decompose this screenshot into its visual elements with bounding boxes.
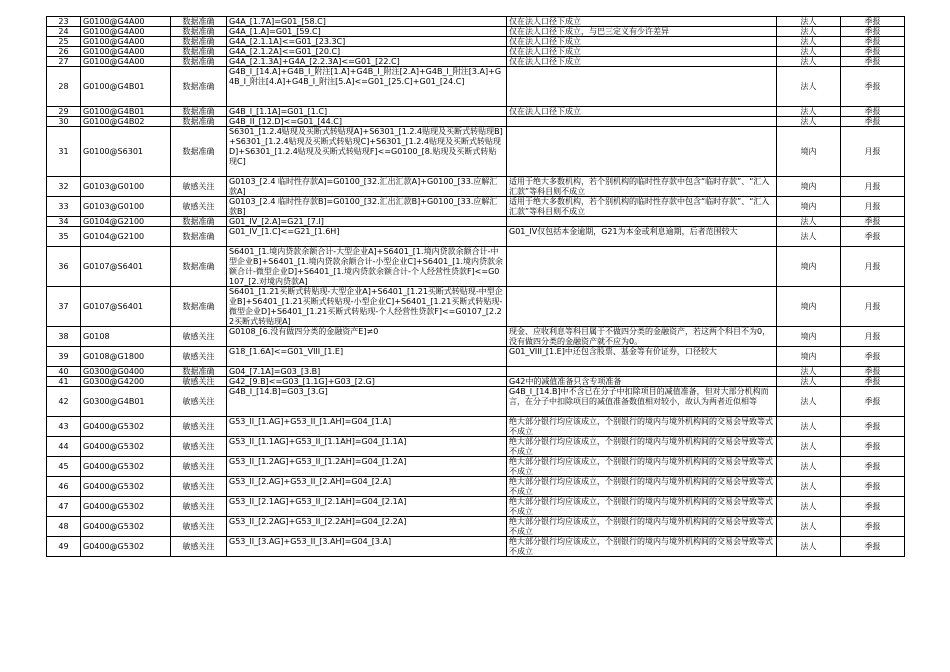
check-code-cell: G0103@G0100 <box>81 197 171 217</box>
check-type-cell: 敏感关注 <box>171 517 227 537</box>
check-code-cell: G0400@G5302 <box>81 497 171 517</box>
table-row <box>47 17 905 27</box>
note-cell: G42中的减值准备只含专项准备 <box>507 377 777 387</box>
row-number-cell: 34 <box>47 217 81 227</box>
note-cell: G01_VIII_[1.E]中还包含股票、基金等有价证券，口径较大 <box>507 347 777 367</box>
frequency-cell: 季报 <box>841 497 905 517</box>
note-cell: 现金、应收利息等科目属于不做四分类的金融资产，若这两个科目不为0，没有做四分类的金融资产就不应为0。 <box>507 327 777 347</box>
formula-cell: G4B_I_[14.B]=G03_[3.G] <box>227 387 507 417</box>
frequency-cell: 季报 <box>841 437 905 457</box>
note-cell: 绝大部分银行均应该成立，个别银行的境内与境外机构间的交易会导致等式不成立 <box>507 437 777 457</box>
note-cell: 绝大部分银行均应该成立，个别银行的境内与境外机构间的交易会导致等式不成立 <box>507 537 777 557</box>
check-type-cell: 数据准确 <box>171 107 227 117</box>
scope-cell: 境内 <box>777 247 841 287</box>
scope-cell: 法人 <box>777 457 841 477</box>
formula-cell: G53_II_[1.2AG]+G53_II_[1.2AH]=G04_[1.2A] <box>227 457 507 477</box>
table-row <box>47 27 905 37</box>
row-number-cell: 49 <box>47 537 81 557</box>
scope-cell: 法人 <box>777 107 841 117</box>
note-cell: 绝大部分银行均应该成立，个别银行的境内与境外机构间的交易会导致等式不成立 <box>507 517 777 537</box>
scope-cell: 境内 <box>777 197 841 217</box>
note-cell: 仅在法人口径下成立 <box>507 37 777 47</box>
scope-cell: 境内 <box>777 347 841 367</box>
table-body <box>47 17 905 557</box>
frequency-cell: 季报 <box>841 57 905 67</box>
check-type-cell: 敏感关注 <box>171 477 227 497</box>
row-number-cell: 35 <box>47 227 81 247</box>
formula-cell: G4B_I_[14.A]+G4B_I_附注[1.A]+G4B_I_附注[2.A]+G4B_I_附注[3.A]+G4B_I_附注[4.A]+G4B_I_附注[5.A]<=G01_[25.C]+G01_[24.C] <box>227 67 507 107</box>
check-type-cell: 数据准确 <box>171 67 227 107</box>
formula-cell: G53_II_[2.AG]+G53_II_[2.AH]=G04_[2.A] <box>227 477 507 497</box>
check-type-cell: 数据准确 <box>171 17 227 27</box>
check-code-cell: G0300@G4B01 <box>81 387 171 417</box>
note-cell: 仅在法人口径下成立 <box>507 57 777 67</box>
check-code-cell: G0100@S6301 <box>81 127 171 177</box>
table-row <box>47 477 905 497</box>
check-type-cell: 敏感关注 <box>171 497 227 517</box>
table-row <box>47 57 905 67</box>
table-row <box>47 287 905 327</box>
frequency-cell: 季报 <box>841 537 905 557</box>
scope-cell: 境内 <box>777 127 841 177</box>
note-cell: 绝大部分银行均应该成立，个别银行的境内与境外机构间的交易会导致等式不成立 <box>507 457 777 477</box>
scope-cell: 法人 <box>777 217 841 227</box>
table-row <box>47 497 905 517</box>
row-number-cell: 32 <box>47 177 81 197</box>
check-code-cell: G0300@G0400 <box>81 367 171 377</box>
row-number-cell: 43 <box>47 417 81 437</box>
frequency-cell: 季报 <box>841 417 905 437</box>
scope-cell: 境内 <box>777 327 841 347</box>
table-row <box>47 457 905 477</box>
check-type-cell: 数据准确 <box>171 117 227 127</box>
scope-cell: 法人 <box>777 497 841 517</box>
formula-cell: G0108_[6.没有做四分类的金融资产E]≠0 <box>227 327 507 347</box>
row-number-cell: 42 <box>47 387 81 417</box>
scope-cell: 境内 <box>777 177 841 197</box>
check-type-cell: 敏感关注 <box>171 387 227 417</box>
check-type-cell: 敏感关注 <box>171 437 227 457</box>
formula-cell: G53_II_[1.AG]+G53_II_[1.AH]=G04_[1.A] <box>227 417 507 437</box>
formula-cell: G01_IV_[2.A]=G21_[7.I] <box>227 217 507 227</box>
scope-cell: 法人 <box>777 437 841 457</box>
check-code-cell: G0100@G4B02 <box>81 117 171 127</box>
row-number-cell: 31 <box>47 127 81 177</box>
formula-cell: G18_[1.6A]<=G01_VIII_[1.E] <box>227 347 507 367</box>
table-row <box>47 117 905 127</box>
row-number-cell: 30 <box>47 117 81 127</box>
frequency-cell: 季报 <box>841 227 905 247</box>
scope-cell: 法人 <box>777 227 841 247</box>
frequency-cell: 月报 <box>841 327 905 347</box>
check-type-cell: 数据准确 <box>171 37 227 47</box>
table-row <box>47 227 905 247</box>
scope-cell: 法人 <box>777 47 841 57</box>
formula-cell: S6401_[1.境内贷款余额合计-大型企业A]+S6401_[1.境内贷款余额合计-中型企业B]+S6401_[1.境内贷款余额合计-小型企业C]+S6401_[1.境内贷款余额合计-微型企业D]+S6401_[1.境内贷款余额合计-个人经营性贷款F]<=G0107_[2.对境内贷款A] <box>227 247 507 287</box>
table-row <box>47 47 905 57</box>
check-code-cell: G0108 <box>81 327 171 347</box>
check-type-cell: 数据准确 <box>171 367 227 377</box>
formula-cell: G4A_[1.7A]=G01_[58.C] <box>227 17 507 27</box>
table-row <box>47 67 905 107</box>
scope-cell: 法人 <box>777 367 841 377</box>
table-row <box>47 347 905 367</box>
formula-cell: G53_II_[1.1AG]+G53_II_[1.1AH]=G04_[1.1A] <box>227 437 507 457</box>
frequency-cell: 月报 <box>841 127 905 177</box>
frequency-cell: 季报 <box>841 367 905 377</box>
frequency-cell: 季报 <box>841 37 905 47</box>
note-cell <box>507 287 777 327</box>
formula-cell: G53_II_[3.AG]+G53_II_[3.AH]=G04_[3.A] <box>227 537 507 557</box>
scope-cell: 法人 <box>777 37 841 47</box>
check-type-cell: 数据准确 <box>171 247 227 287</box>
check-type-cell: 数据准确 <box>171 127 227 177</box>
formula-cell: G53_II_[2.2AG]+G53_II_[2.2AH]=G04_[2.2A] <box>227 517 507 537</box>
row-number-cell: 48 <box>47 517 81 537</box>
check-code-cell: G0300@G4200 <box>81 377 171 387</box>
note-cell: 绝大部分银行均应该成立，个别银行的境内与境外机构间的交易会导致等式不成立 <box>507 417 777 437</box>
check-type-cell: 敏感关注 <box>171 197 227 217</box>
table-row <box>47 197 905 217</box>
check-type-cell: 敏感关注 <box>171 377 227 387</box>
scope-cell: 法人 <box>777 17 841 27</box>
check-code-cell: G0100@G4A00 <box>81 47 171 57</box>
table-row <box>47 37 905 47</box>
row-number-cell: 24 <box>47 27 81 37</box>
frequency-cell: 季报 <box>841 27 905 37</box>
table-row <box>47 437 905 457</box>
row-number-cell: 27 <box>47 57 81 67</box>
row-number-cell: 26 <box>47 47 81 57</box>
check-type-cell: 数据准确 <box>171 47 227 57</box>
note-cell <box>507 217 777 227</box>
check-code-cell: G0100@G4A00 <box>81 27 171 37</box>
frequency-cell: 季报 <box>841 517 905 537</box>
row-number-cell: 33 <box>47 197 81 217</box>
note-cell: 适用于绝大多数机构，若个别机构的临时性存款中包含“临时存款”、“汇入汇款”等科目则不成立 <box>507 177 777 197</box>
note-cell <box>507 247 777 287</box>
check-type-cell: 敏感关注 <box>171 177 227 197</box>
check-type-cell: 敏感关注 <box>171 537 227 557</box>
formula-cell: G0103_[2.4 临时性存款B]=G0100_[32.汇出汇款B]+G0100_[33.应解汇款B] <box>227 197 507 217</box>
check-code-cell: G0400@G5302 <box>81 517 171 537</box>
scope-cell: 法人 <box>777 387 841 417</box>
formula-cell: G4A_[2.1.1A]<=G01_[23.3C] <box>227 37 507 47</box>
check-code-cell: G0104@G2100 <box>81 217 171 227</box>
frequency-cell: 季报 <box>841 117 905 127</box>
formula-cell: G4B_I_[1.1A]=G01_[1.C] <box>227 107 507 117</box>
row-number-cell: 41 <box>47 377 81 387</box>
table-row <box>47 387 905 417</box>
note-cell: 仅在法人口径下成立 <box>507 17 777 27</box>
frequency-cell: 季报 <box>841 67 905 107</box>
validation-rules-table <box>46 16 905 557</box>
row-number-cell: 39 <box>47 347 81 367</box>
scope-cell: 法人 <box>777 377 841 387</box>
row-number-cell: 45 <box>47 457 81 477</box>
check-type-cell: 敏感关注 <box>171 417 227 437</box>
note-cell: G01_IV仅包括本金逾期，G21为本金或利息逾期，后者范围较大 <box>507 227 777 247</box>
table-row <box>47 377 905 387</box>
frequency-cell: 季报 <box>841 457 905 477</box>
scope-cell: 法人 <box>777 57 841 67</box>
row-number-cell: 28 <box>47 67 81 107</box>
row-number-cell: 29 <box>47 107 81 117</box>
table-row <box>47 127 905 177</box>
note-cell: 绝大部分银行均应该成立，个别银行的境内与境外机构间的交易会导致等式不成立 <box>507 497 777 517</box>
formula-cell: G42_[9.B]<=G03_[1.1G]+G03_[2.G] <box>227 377 507 387</box>
table-row <box>47 217 905 227</box>
frequency-cell: 月报 <box>841 177 905 197</box>
check-type-cell: 敏感关注 <box>171 327 227 347</box>
check-type-cell: 敏感关注 <box>171 457 227 477</box>
frequency-cell: 季报 <box>841 347 905 367</box>
frequency-cell: 季报 <box>841 107 905 117</box>
formula-cell: G53_II_[2.1AG]+G53_II_[2.1AH]=G04_[2.1A] <box>227 497 507 517</box>
check-code-cell: G0400@G5302 <box>81 457 171 477</box>
note-cell <box>507 367 777 377</box>
table-row <box>47 327 905 347</box>
check-code-cell: G0400@G5302 <box>81 477 171 497</box>
note-cell: 绝大部分银行均应该成立，个别银行的境内与境外机构间的交易会导致等式不成立 <box>507 477 777 497</box>
check-code-cell: G0107@S6401 <box>81 287 171 327</box>
note-cell: 仅在法人口径下成立，与巴三定义有少许差异 <box>507 27 777 37</box>
note-cell <box>507 127 777 177</box>
scope-cell: 法人 <box>777 477 841 497</box>
table-row <box>47 177 905 197</box>
row-number-cell: 25 <box>47 37 81 47</box>
check-code-cell: G0100@G4B01 <box>81 107 171 117</box>
scope-cell: 法人 <box>777 27 841 37</box>
frequency-cell: 季报 <box>841 217 905 227</box>
row-number-cell: 38 <box>47 327 81 347</box>
row-number-cell: 44 <box>47 437 81 457</box>
check-code-cell: G0100@G4A00 <box>81 57 171 67</box>
check-code-cell: G0107@S6401 <box>81 247 171 287</box>
table-row <box>47 417 905 437</box>
formula-cell: G4A_[2.1.3A]+G4A_[2.2.3A]<=G01_[22.C] <box>227 57 507 67</box>
formula-cell: G4B_II_[12.D]<=G01_[44.C] <box>227 117 507 127</box>
scope-cell: 法人 <box>777 417 841 437</box>
scope-cell: 法人 <box>777 67 841 107</box>
frequency-cell: 季报 <box>841 477 905 497</box>
formula-cell: S6301_[1.2.4贴现及买断式转贴现A]+S6301_[1.2.4贴现及买断式转贴现B]+S6301_[1.2.4贴现及买断式转贴现C]+S6301_[1.2.4贴现及买断式转贴现D]+S6301_[1.2.4贴现及买断式转贴现F]<=G0100_[8.贴现及买断式转贴现C] <box>227 127 507 177</box>
check-code-cell: G0100@G4A00 <box>81 37 171 47</box>
frequency-cell: 季报 <box>841 377 905 387</box>
row-number-cell: 47 <box>47 497 81 517</box>
frequency-cell: 月报 <box>841 197 905 217</box>
check-type-cell: 数据准确 <box>171 27 227 37</box>
table-row <box>47 367 905 377</box>
note-cell <box>507 67 777 107</box>
table-row <box>47 107 905 117</box>
check-code-cell: G0108@G1800 <box>81 347 171 367</box>
formula-cell: G04_[7.1A]=G03_[3.B] <box>227 367 507 377</box>
note-cell: 适用于绝大多数机构，若个别机构的临时性存款中包含“临时存款”、“汇入汇款”等科目则不成立 <box>507 197 777 217</box>
row-number-cell: 23 <box>47 17 81 27</box>
scope-cell: 法人 <box>777 517 841 537</box>
table-row <box>47 247 905 287</box>
check-code-cell: G0100@G4A00 <box>81 17 171 27</box>
table-row <box>47 537 905 557</box>
row-number-cell: 46 <box>47 477 81 497</box>
scope-cell: 法人 <box>777 537 841 557</box>
check-code-cell: G0100@G4B01 <box>81 67 171 107</box>
row-number-cell: 40 <box>47 367 81 377</box>
note-cell: 仅在法人口径下成立 <box>507 47 777 57</box>
check-code-cell: G0103@G0100 <box>81 177 171 197</box>
frequency-cell: 月报 <box>841 247 905 287</box>
check-code-cell: G0400@G5302 <box>81 417 171 437</box>
note-cell <box>507 117 777 127</box>
check-type-cell: 数据准确 <box>171 227 227 247</box>
row-number-cell: 37 <box>47 287 81 327</box>
scope-cell: 境内 <box>777 287 841 327</box>
note-cell: G4B_I_[14.B]中不含已在分子中扣除项目的减值准备，但对大部分机构而言，在分子中扣除项目的减值准备数值相对较小，故认为两者近似相等 <box>507 387 777 417</box>
row-number-cell: 36 <box>47 247 81 287</box>
formula-cell: G01_IV_[1.C]<=G21_[1.6H] <box>227 227 507 247</box>
formula-cell: S6401_[1.21买断式转贴现-大型企业A]+S6401_[1.21买断式转贴现-中型企业B]+S6401_[1.21买断式转贴现-小型企业C]+S6401_[1.21买断式转贴现-微型企业D]+S6401_[1.21买断式转贴现-个人经营性贷款F]<=G0107_[2.22买断式转贴现A] <box>227 287 507 327</box>
check-type-cell: 数据准确 <box>171 217 227 227</box>
frequency-cell: 季报 <box>841 47 905 57</box>
check-type-cell: 数据准确 <box>171 57 227 67</box>
frequency-cell: 季报 <box>841 387 905 417</box>
check-type-cell: 敏感关注 <box>171 347 227 367</box>
formula-cell: G0103_[2.4 临时性存款A]=G0100_[32.汇出汇款A]+G0100_[33.应解汇款A] <box>227 177 507 197</box>
formula-cell: G4A_[1.A]=G01_[59.C] <box>227 27 507 37</box>
validation-rules-sheet <box>46 16 905 557</box>
check-code-cell: G0400@G5302 <box>81 437 171 457</box>
note-cell: 仅在法人口径下成立 <box>507 107 777 117</box>
formula-cell: G4A_[2.1.2A]<=G01_[20.C] <box>227 47 507 57</box>
frequency-cell: 月报 <box>841 287 905 327</box>
check-code-cell: G0400@G5302 <box>81 537 171 557</box>
check-type-cell: 数据准确 <box>171 287 227 327</box>
scope-cell: 法人 <box>777 117 841 127</box>
frequency-cell: 季报 <box>841 17 905 27</box>
table-row <box>47 517 905 537</box>
check-code-cell: G0104@G2100 <box>81 227 171 247</box>
